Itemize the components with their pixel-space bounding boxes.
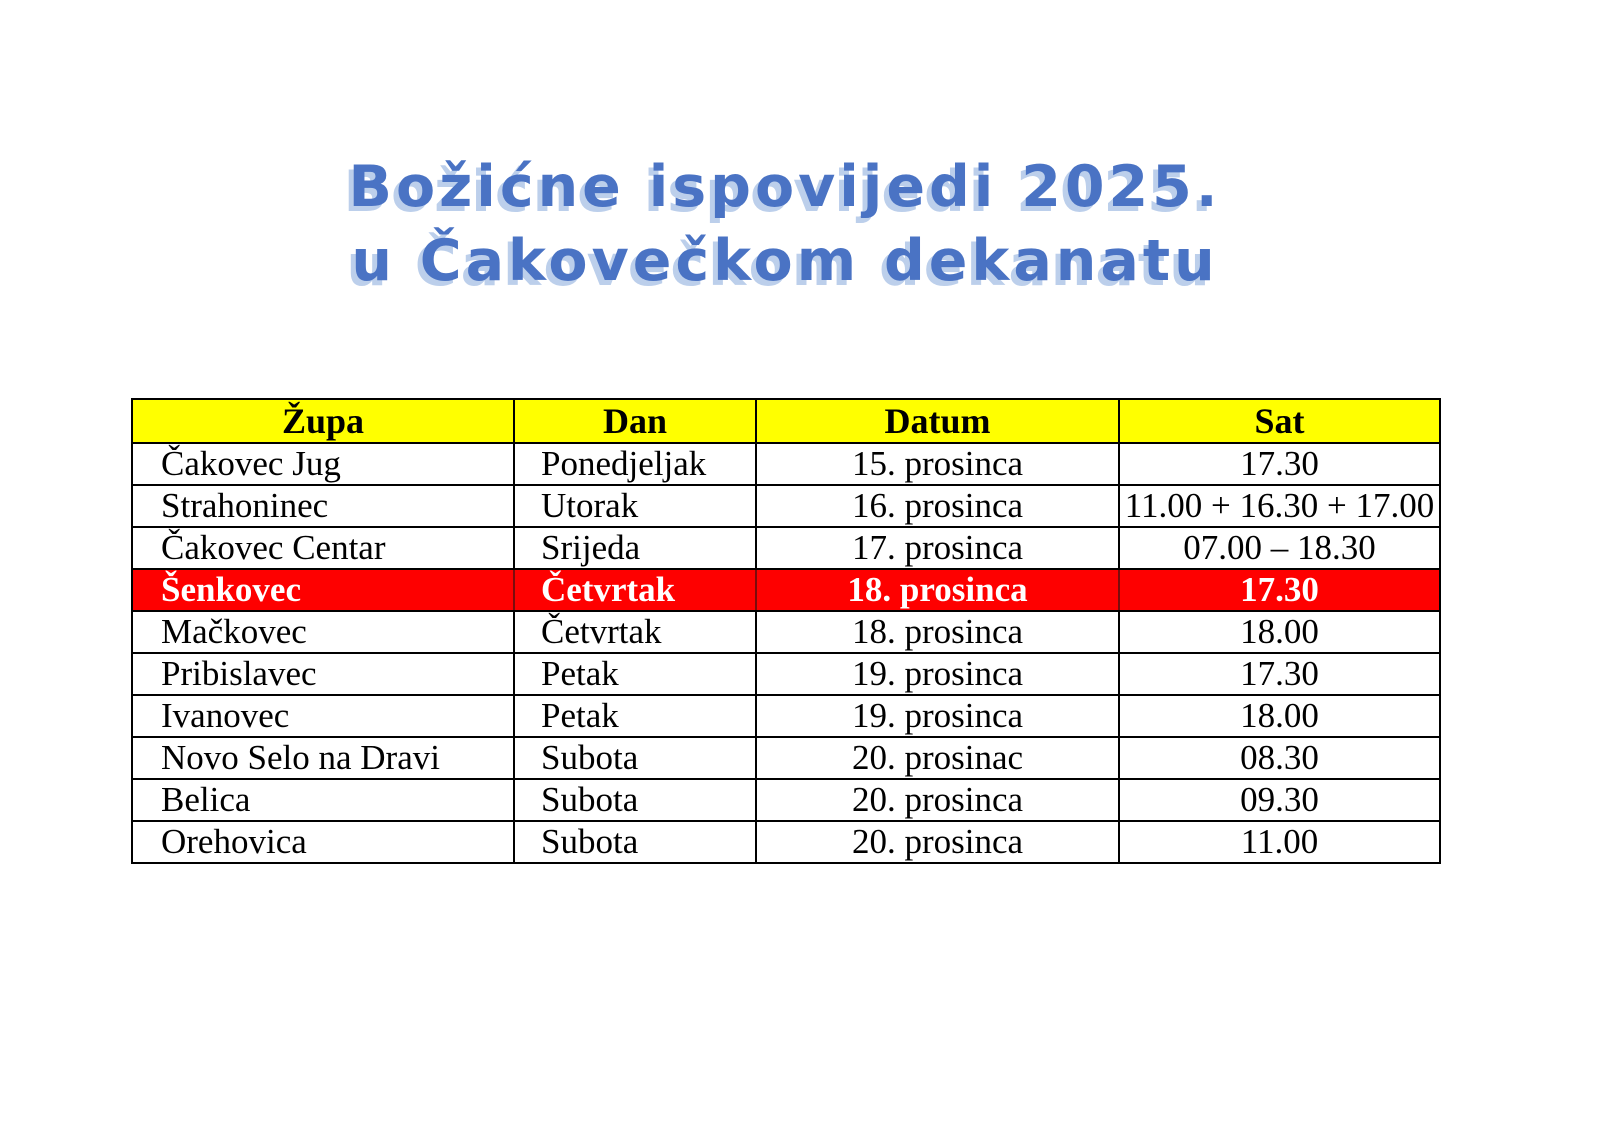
title-line-1: Božićne ispovijedi 2025.	[348, 154, 1222, 220]
cell-datum: 17. prosinca	[756, 527, 1119, 569]
cell-sat: 11.00 + 16.30 + 17.00	[1119, 485, 1440, 527]
cell-datum: 16. prosinca	[756, 485, 1119, 527]
cell-dan: Petak	[514, 653, 756, 695]
cell-zupa: Čakovec Centar	[132, 527, 514, 569]
cell-datum: 20. prosinca	[756, 779, 1119, 821]
cell-sat: 09.30	[1119, 779, 1440, 821]
cell-sat: 17.30	[1119, 653, 1440, 695]
cell-zupa: Šenkovec	[132, 569, 514, 611]
cell-dan: Petak	[514, 695, 756, 737]
cell-datum: 18. prosinca	[756, 611, 1119, 653]
cell-datum: 15. prosinca	[756, 443, 1119, 485]
table-row	[132, 485, 1440, 527]
cell-sat: 18.00	[1119, 695, 1440, 737]
column-header-sat: Sat	[1119, 399, 1440, 443]
table-header-row	[132, 399, 1440, 443]
cell-datum: 19. prosinca	[756, 653, 1119, 695]
table-row	[132, 737, 1440, 779]
document-title	[131, 150, 1439, 298]
cell-zupa: Belica	[132, 779, 514, 821]
cell-zupa: Strahoninec	[132, 485, 514, 527]
cell-zupa: Mačkovec	[132, 611, 514, 653]
cell-dan: Subota	[514, 779, 756, 821]
table-row	[132, 821, 1440, 863]
cell-dan: Ponedjeljak	[514, 443, 756, 485]
cell-zupa: Čakovec Jug	[132, 443, 514, 485]
cell-datum: 19. prosinca	[756, 695, 1119, 737]
cell-zupa: Orehovica	[132, 821, 514, 863]
column-header-datum: Datum	[756, 399, 1119, 443]
cell-sat: 17.30	[1119, 443, 1440, 485]
table-row	[132, 527, 1440, 569]
column-header-dan: Dan	[514, 399, 756, 443]
cell-sat: 11.00	[1119, 821, 1440, 863]
cell-dan: Srijeda	[514, 527, 756, 569]
table-row	[132, 611, 1440, 653]
table-body	[132, 443, 1440, 863]
table-row	[132, 569, 1440, 611]
confession-schedule-table	[131, 398, 1441, 864]
cell-sat: 18.00	[1119, 611, 1440, 653]
cell-sat: 17.30	[1119, 569, 1440, 611]
table-row	[132, 695, 1440, 737]
cell-dan: Četvrtak	[514, 611, 756, 653]
cell-sat: 08.30	[1119, 737, 1440, 779]
cell-datum: 18. prosinca	[756, 569, 1119, 611]
cell-sat: 07.00 – 18.30	[1119, 527, 1440, 569]
cell-dan: Subota	[514, 737, 756, 779]
cell-zupa: Novo Selo na Dravi	[132, 737, 514, 779]
cell-dan: Subota	[514, 821, 756, 863]
cell-zupa: Pribislavec	[132, 653, 514, 695]
cell-dan: Četvrtak	[514, 569, 756, 611]
table-row	[132, 779, 1440, 821]
title-line-2: u Čakovečkom dekanatu	[351, 228, 1219, 294]
table-row	[132, 653, 1440, 695]
column-header-zupa: Župa	[132, 399, 514, 443]
table-row	[132, 443, 1440, 485]
cell-datum: 20. prosinac	[756, 737, 1119, 779]
cell-zupa: Ivanovec	[132, 695, 514, 737]
cell-datum: 20. prosinca	[756, 821, 1119, 863]
cell-dan: Utorak	[514, 485, 756, 527]
